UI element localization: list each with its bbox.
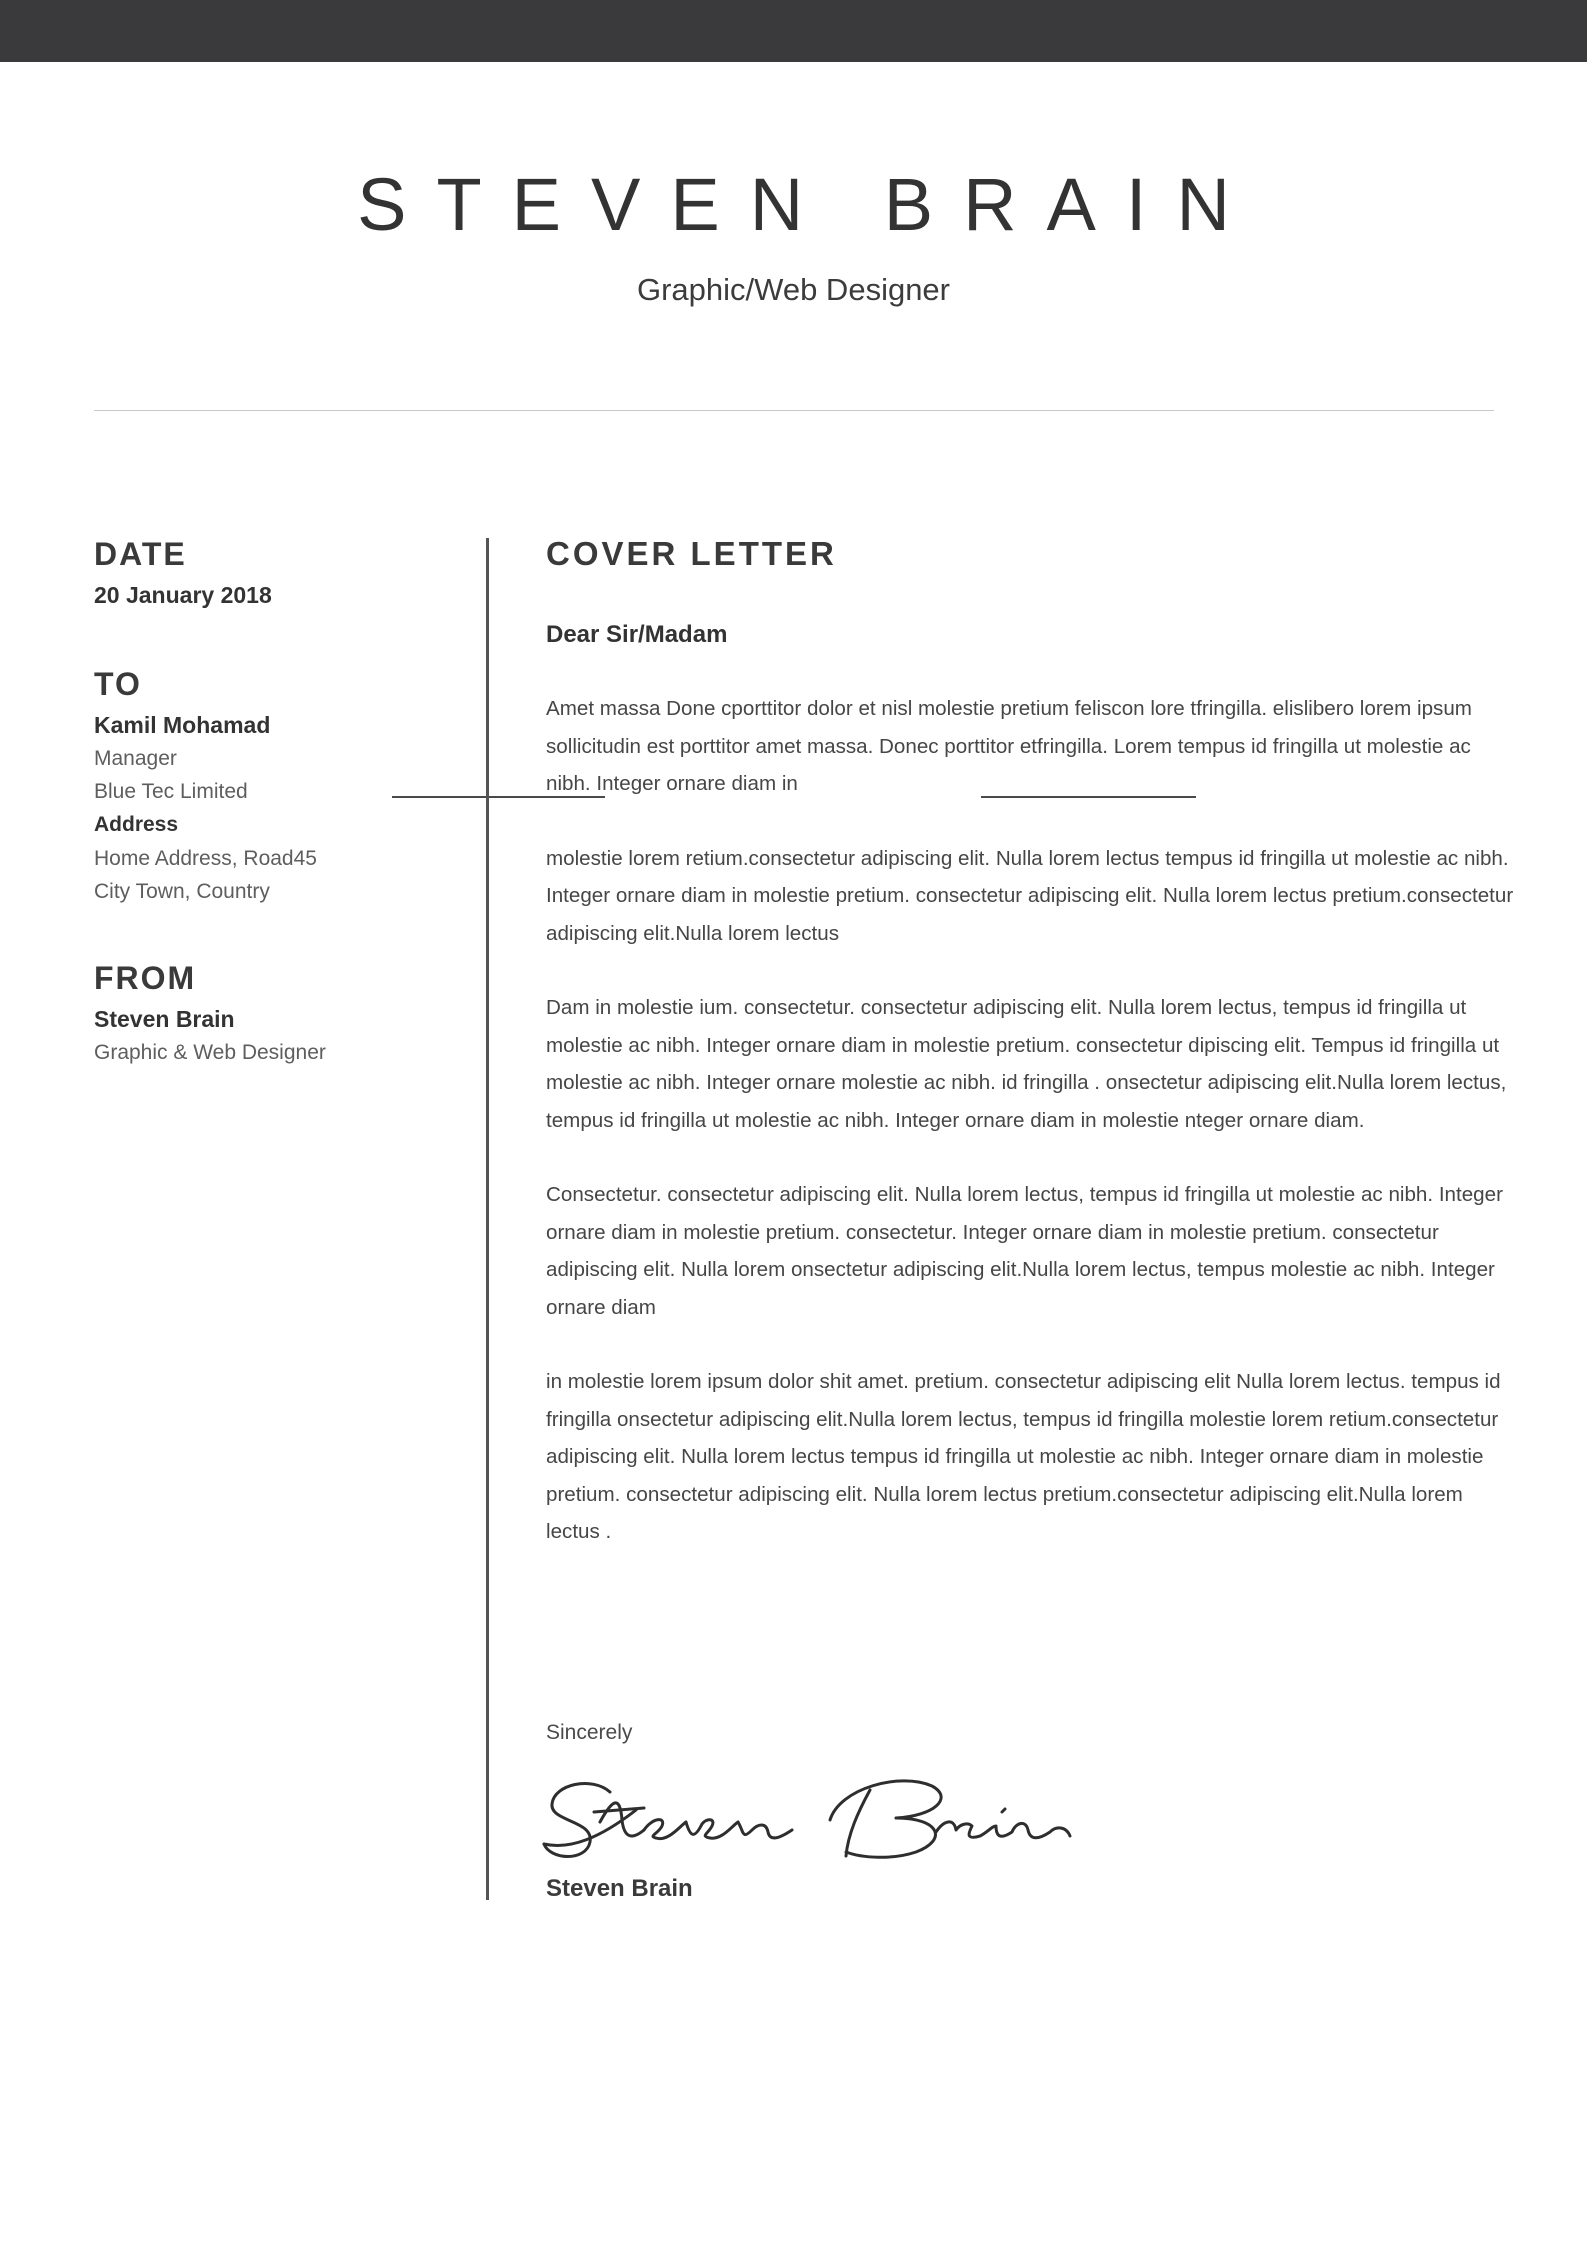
paragraph: Amet massa Done cporttitor dolor et nisl molestie pretium feliscon lore tfringilla. elislibero lorem ipsum sollicitudin est porttitor amet massa. Donec porttitor etfringilla. Lorem tempus id fringilla ut molestie ac nibh. Integer ornare diam in <box>546 697 1472 795</box>
vertical-divider <box>486 538 489 1900</box>
from-title: FROM <box>94 960 197 996</box>
sender-position: Graphic & Web Designer <box>94 1041 326 1064</box>
sidebar <box>94 530 454 1069</box>
paragraph: molestie lorem retium.consectetur adipiscing elit. Nulla lorem lectus tempus id fringilla ut molestie ac nibh. Integer ornare diam in molestie pretium. consectetur adipiscing elit. Nulla lorem lectus pretium.consectetur adipiscing elit.Nulla lorem lectus <box>546 846 1514 945</box>
address-label: Address <box>94 813 179 836</box>
address-line-1: Home Address, Road45 <box>94 847 317 870</box>
top-bar <box>0 0 1587 62</box>
signer-name: Steven Brain <box>546 1875 693 1902</box>
from-section <box>94 954 454 1069</box>
to-section <box>94 660 454 908</box>
date-value: 20 January 2018 <box>94 582 272 608</box>
closing: Sincerely <box>546 1721 633 1744</box>
address-line-2: City Town, Country <box>94 880 270 903</box>
header-divider <box>94 410 1494 411</box>
sender-name: Steven Brain <box>94 1006 235 1032</box>
applicant-role: Graphic/Web Designer <box>636 272 950 307</box>
date-title: DATE <box>94 536 187 572</box>
letter-body <box>546 530 1521 1551</box>
paragraph: Dam in molestie ium. consectetur. consectetur adipiscing elit. Nulla lorem lectus, tempus id fringilla ut molestie ac nibh. Integer ornare diam in molestie pretium. consectetur dipiscing elit. Tempus id fringilla ut molestie ac nibh. Integer ornare molestie ac nibh. id fringilla . onsectetur adipiscing elit.Nulla lorem lectus, tempus id fringilla ut molestie ac nibh. Integer ornare diam in molestie nteger ornare diam. <box>546 996 1507 1132</box>
salutation: Dear Sir/Madam <box>546 621 728 648</box>
date-section <box>94 530 454 612</box>
recipient-position: Manager <box>94 747 177 770</box>
paragraph: in molestie lorem ipsum dolor shit amet. pretium. consectetur adipiscing elit Nulla lorem lectus. tempus id fringilla onsectetur adipiscing elit.Nulla lorem lectus, tempus id fringilla molestie lorem retium.consectetur adipiscing elit. Nulla lorem lectus tempus id fringilla ut molestie ac nibh. Integer ornare diam in molestie pretium. consectetur adipiscing elit. Nulla lorem lectus pretium.consectetur adipiscing elit.Nulla lorem lectus . <box>546 1370 1501 1543</box>
paragraph: Consectetur. consectetur adipiscing elit. Nulla lorem lectus, tempus id fringilla ut molestie ac nibh. Integer ornare diam in molestie pretium. consectetur. Integer ornare diam in molestie pretium. consectetur adipiscing elit. Nulla lorem onsectetur adipiscing elit.Nulla lorem lectus, tempus molestie ac nibh. Integer ornare diam <box>546 1183 1503 1319</box>
signature-image <box>540 1760 1080 1870</box>
recipient-name: Kamil Mohamad <box>94 712 271 738</box>
letter-title: COVER LETTER <box>546 535 837 572</box>
applicant-name: STEVEN BRAIN <box>357 163 1260 246</box>
role-row <box>0 266 1587 314</box>
to-title: TO <box>94 666 142 702</box>
recipient-company: Blue Tec Limited <box>94 780 248 803</box>
